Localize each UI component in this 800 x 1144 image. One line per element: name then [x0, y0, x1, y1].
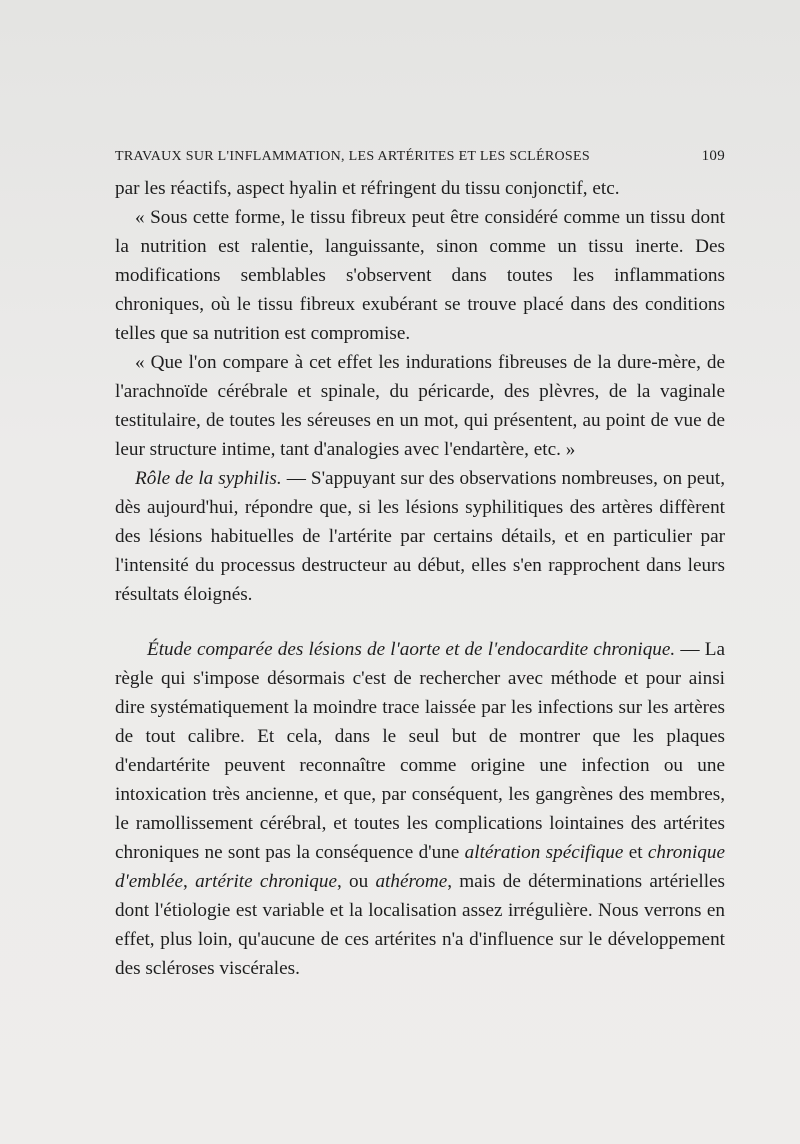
section-title-syphilis: Rôle de la syphilis.: [135, 468, 282, 489]
paragraph-3: « Que l'on compare à cet effet les indurations fibreuses de la dure-mère, de l'arachnoïde cérébrale et spinale, du péricarde, des plèvres, de la vaginale testitulaire, de toutes les séreuses en un mot, qui présentent, au point de vue de leur structure intime, tant d'analogies avec l'endartère, etc. »: [115, 352, 725, 460]
paragraph-5-text-c: ,: [183, 871, 196, 892]
running-header: [115, 148, 725, 165]
italic-term-4: athérome: [375, 871, 448, 892]
paragraph-5-text-e: , mais de déterminations artérielles dont l'étiologie est variable et la localisation assez irrégulière. Nous verrons en effet, plus loin, qu'aucune de ces artérites n'a d'influence sur le développement des scléroses viscérales.: [115, 871, 726, 979]
paragraph-5-text-d: , ou: [336, 871, 376, 892]
italic-term-3: artérite chronique: [195, 871, 337, 892]
paragraph-5: [115, 635, 725, 983]
italic-term-1: altération spécifique: [464, 842, 624, 863]
paragraph-4: [115, 464, 725, 609]
italic-term-2: chronique d'emblée: [115, 842, 725, 892]
paragraph-1: par les réactifs, aspect hyalin et réfringent du tissu conjonctif, etc.: [115, 178, 620, 199]
page-number: 109: [701, 148, 725, 164]
paragraph-5-text-b: et: [623, 842, 648, 863]
body-text: [115, 174, 725, 983]
running-title: TRAVAUX SUR L'INFLAMMATION, LES ARTÉRITES ET LES SCLÉROSES: [115, 149, 590, 164]
paragraph-2: « Sous cette forme, le tissu fibreux peut être considéré comme un tissu dont la nutrition est ralentie, languissante, sinon comme un tissu inerte. Des modifications semblables s'observent dans toutes les inflammations chroniques, où le tissu fibreux exubérant se trouve placé dans des conditions telles que sa nutrition est compromise.: [115, 207, 725, 344]
paragraph-5-text-a: — La règle qui s'impose désormais c'est de rechercher avec méthode et pour ainsi dire systématiquement la moindre trace laissée par les infections sur les artères de tout calibre. Et cela, dans le seul but de montrer que les plaques d'endartérite peuvent reconnaître comme origine une infection ou une intoxication très ancienne, et que, par conséquent, les gangrènes des membres, le ramollissement cérébral, et toutes les complications lointaines des artérites chroniques ne sont pas la conséquence d'une: [115, 639, 725, 863]
paragraph-4-text: — S'appuyant sur des observations nombreuses, on peut, dès aujourd'hui, répondre que, si les lésions syphilitiques des artères diffèrent des lésions habituelles de l'artérite par certains détails, et en particulier par l'intensité du processus destructeur au début, elles s'en rapprochent dans leurs résultats éloignés.: [115, 468, 726, 605]
section-title-etude: Étude comparée des lésions de l'aorte et de l'endocardite chronique.: [147, 639, 676, 660]
